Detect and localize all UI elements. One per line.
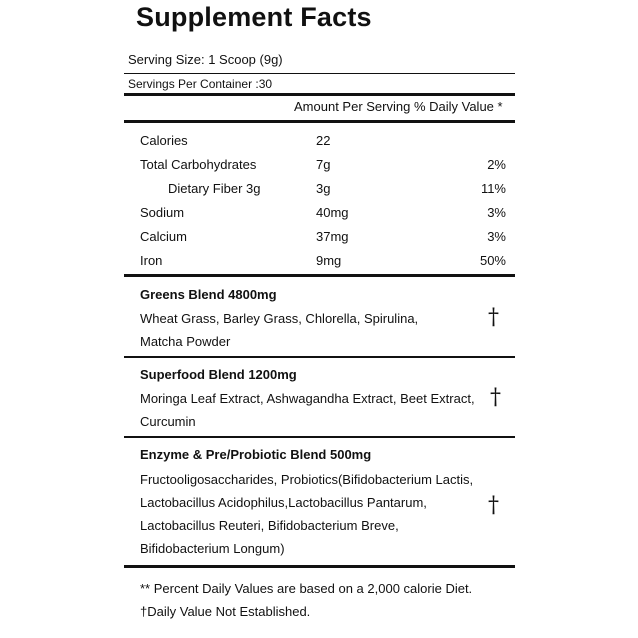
nutrient-amount: 7g	[316, 157, 331, 172]
nutrient-dv: 3%	[487, 229, 506, 244]
blend-title: Superfood Blend 1200mg	[140, 367, 297, 382]
blend-ingredients: Matcha Powder	[140, 334, 231, 349]
nutrient-dv: 2%	[487, 157, 506, 172]
nutrient-name: Sodium	[140, 205, 185, 220]
blend-ingredients: Fructooligosaccharides, Probiotics(Bifidobacterium Lactis,	[140, 472, 474, 487]
blend-ingredients: Curcumin	[140, 414, 196, 429]
servings-per-container: Servings Per Container :30	[128, 77, 273, 91]
divider	[124, 120, 515, 123]
dagger-mark: †	[488, 305, 499, 330]
nutrient-name: Calories	[140, 133, 188, 148]
nutrient-name: Dietary Fiber 3g	[168, 181, 261, 196]
nutrient-amount: 40mg	[316, 205, 349, 220]
blend-ingredients: Lactobacillus Reuteri, Bifidobacterium Breve,	[140, 518, 399, 533]
nutrient-dv: 3%	[487, 205, 506, 220]
dagger-mark: †	[488, 493, 499, 518]
nutrient-name: Iron	[140, 253, 163, 268]
divider	[124, 73, 515, 74]
footnote-daily-values: ** Percent Daily Values are based on a 2,000 calorie Diet.	[140, 581, 473, 596]
blend-ingredients: Bifidobacterium Longum)	[140, 541, 285, 556]
divider	[124, 93, 515, 96]
divider	[124, 274, 515, 277]
divider	[124, 565, 515, 568]
nutrient-dv: 50%	[479, 253, 506, 268]
blend-title: Greens Blend 4800mg	[140, 287, 277, 302]
nutrient-amount: 37mg	[316, 229, 349, 244]
nutrient-name: Calcium	[140, 229, 187, 244]
nutrient-dv: 11%	[480, 181, 506, 196]
blend-title: Enzyme & Pre/Probiotic Blend 500mg	[140, 447, 372, 462]
blend-ingredients: Wheat Grass, Barley Grass, Chlorella, Spirulina,	[140, 311, 419, 326]
blend-ingredients: Lactobacillus Acidophilus,Lactobacillus Pantarum,	[140, 495, 427, 510]
dagger-mark: †	[490, 385, 501, 410]
nutrient-amount: 3g	[316, 181, 331, 196]
nutrient-amount: 22	[316, 133, 331, 148]
nutrient-name: Total Carbohydrates	[140, 157, 257, 172]
serving-size: Serving Size: 1 Scoop (9g)	[128, 52, 283, 67]
divider	[124, 356, 515, 358]
blend-ingredients: Moringa Leaf Extract, Ashwagandha Extract, Beet Extract,	[140, 391, 475, 406]
column-header: Amount Per Serving % Daily Value *	[294, 99, 503, 114]
divider	[124, 436, 515, 438]
page-title: Supplement Facts	[136, 2, 372, 32]
footnote-dagger: †Daily Value Not Established.	[140, 604, 311, 619]
nutrient-amount: 9mg	[316, 253, 342, 268]
